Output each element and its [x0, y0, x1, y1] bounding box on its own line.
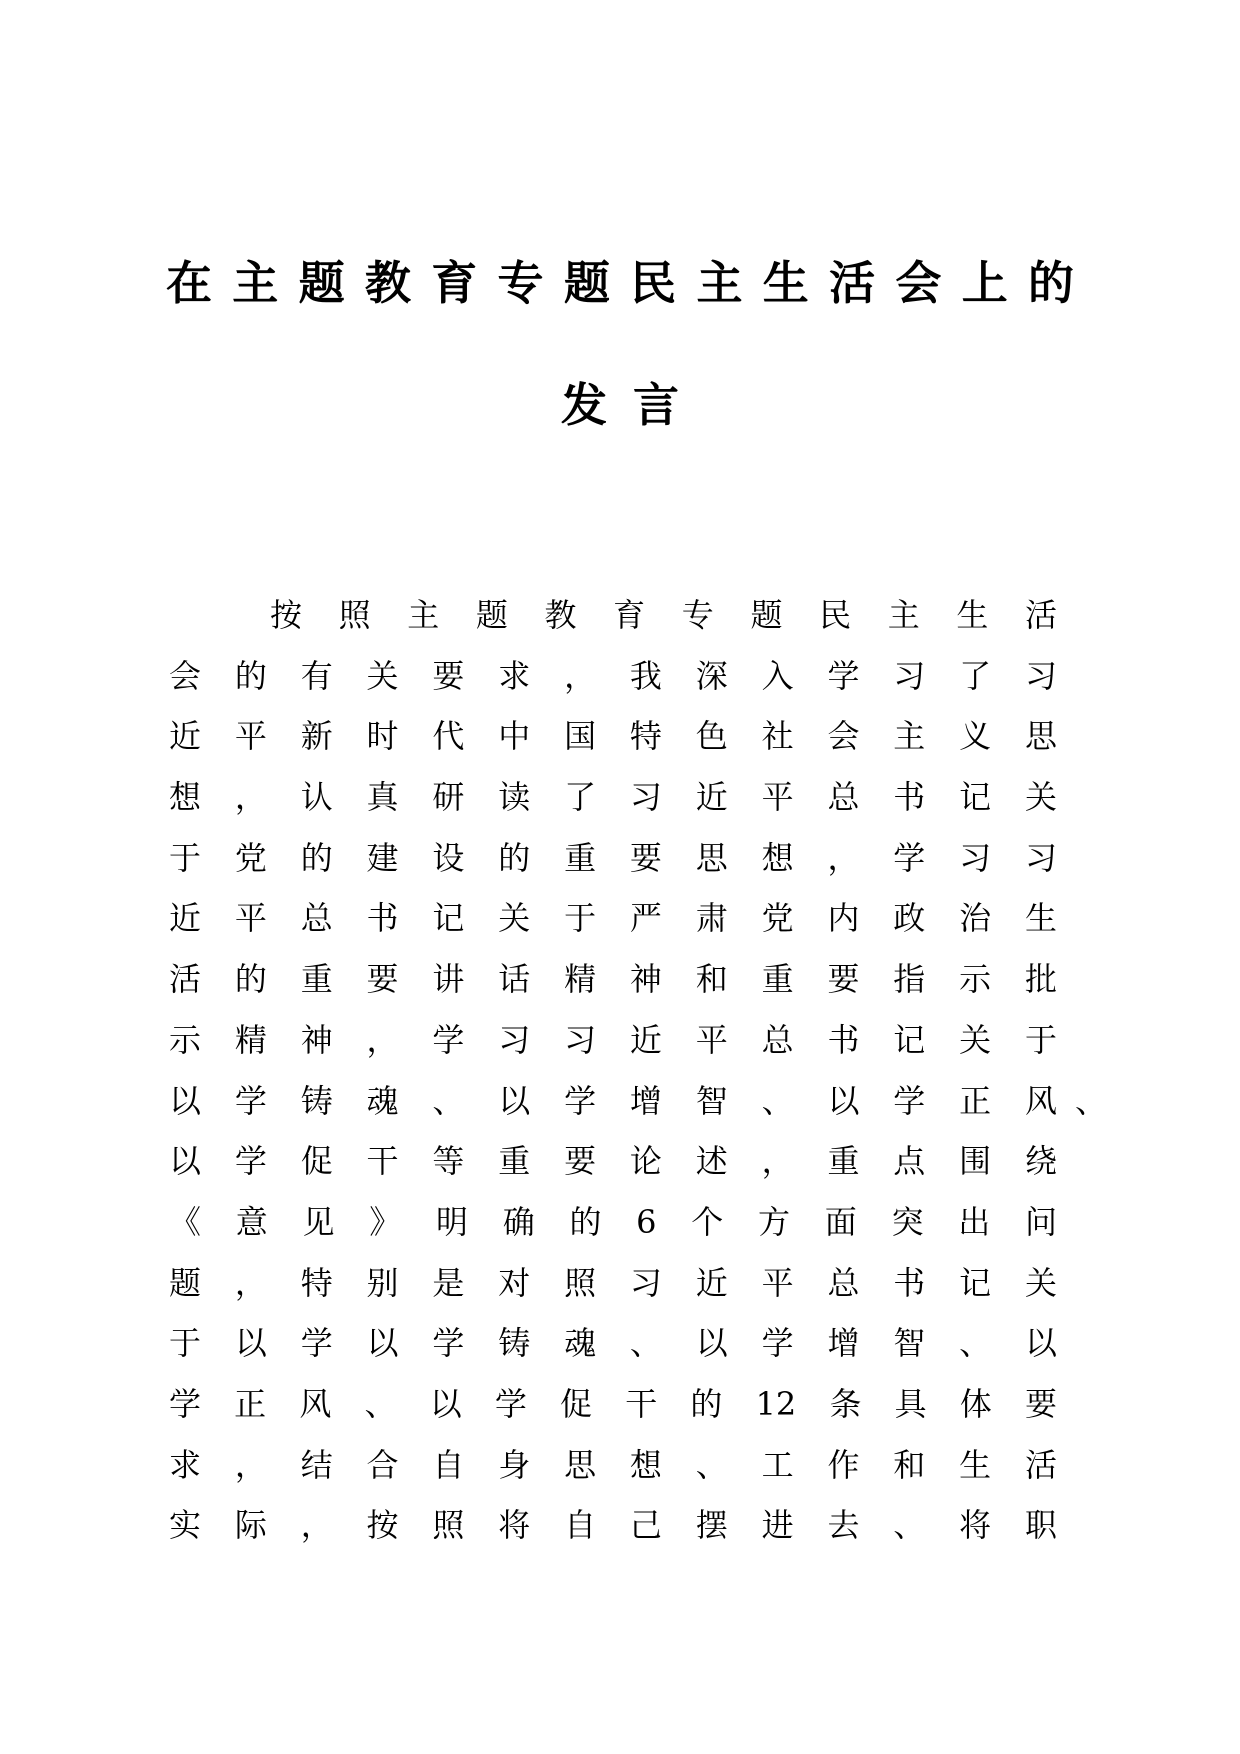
hanging-punctuation: 、 — [1074, 1081, 1107, 1120]
body-line: 求，结合自身思想、工作和生活 — [169, 1445, 1057, 1484]
document-body — [169, 585, 1107, 1556]
body-line: 想，认真研读了习近平总书记关 — [169, 778, 1057, 817]
body-line: 近平新时代中国特色社会主义思 — [169, 717, 1057, 756]
body-line: 按照主题教育专题民主生活 — [270, 596, 1057, 634]
body-line: 学正风、以学促干的12条具体要 — [169, 1384, 1057, 1423]
body-line-with-hanging-punct — [169, 1071, 1107, 1132]
body-line: 近平总书记关于严肃党内政治生 — [169, 899, 1057, 938]
body-line: 会的有关要求，我深入学习了习 — [169, 656, 1057, 695]
body-line: 题，特别是对照习近平总书记关 — [169, 1263, 1057, 1302]
body-line: 示精神，学习习近平总书记关于 — [169, 1020, 1057, 1059]
body-line: 于党的建设的重要思想，学习习 — [169, 838, 1057, 877]
body-line: 于以学以学铸魂、以学增智、以 — [169, 1324, 1057, 1363]
body-line: 实际，按照将自己摆进去、将职 — [169, 1506, 1057, 1545]
body-line: 活的重要讲话精神和重要指示批 — [169, 960, 1057, 999]
body-line: 《意见》明确的6个方面突出问 — [169, 1202, 1057, 1241]
body-line-text: 以学铸魂、以学增智、以学正风 — [169, 1081, 1057, 1120]
document-title-line-2: 发言 — [561, 378, 679, 432]
body-line: 以学促干等重要论述，重点围绕 — [169, 1142, 1057, 1181]
document-title-line-1: 在主题教育专题民主生活会上的 — [166, 256, 1074, 310]
